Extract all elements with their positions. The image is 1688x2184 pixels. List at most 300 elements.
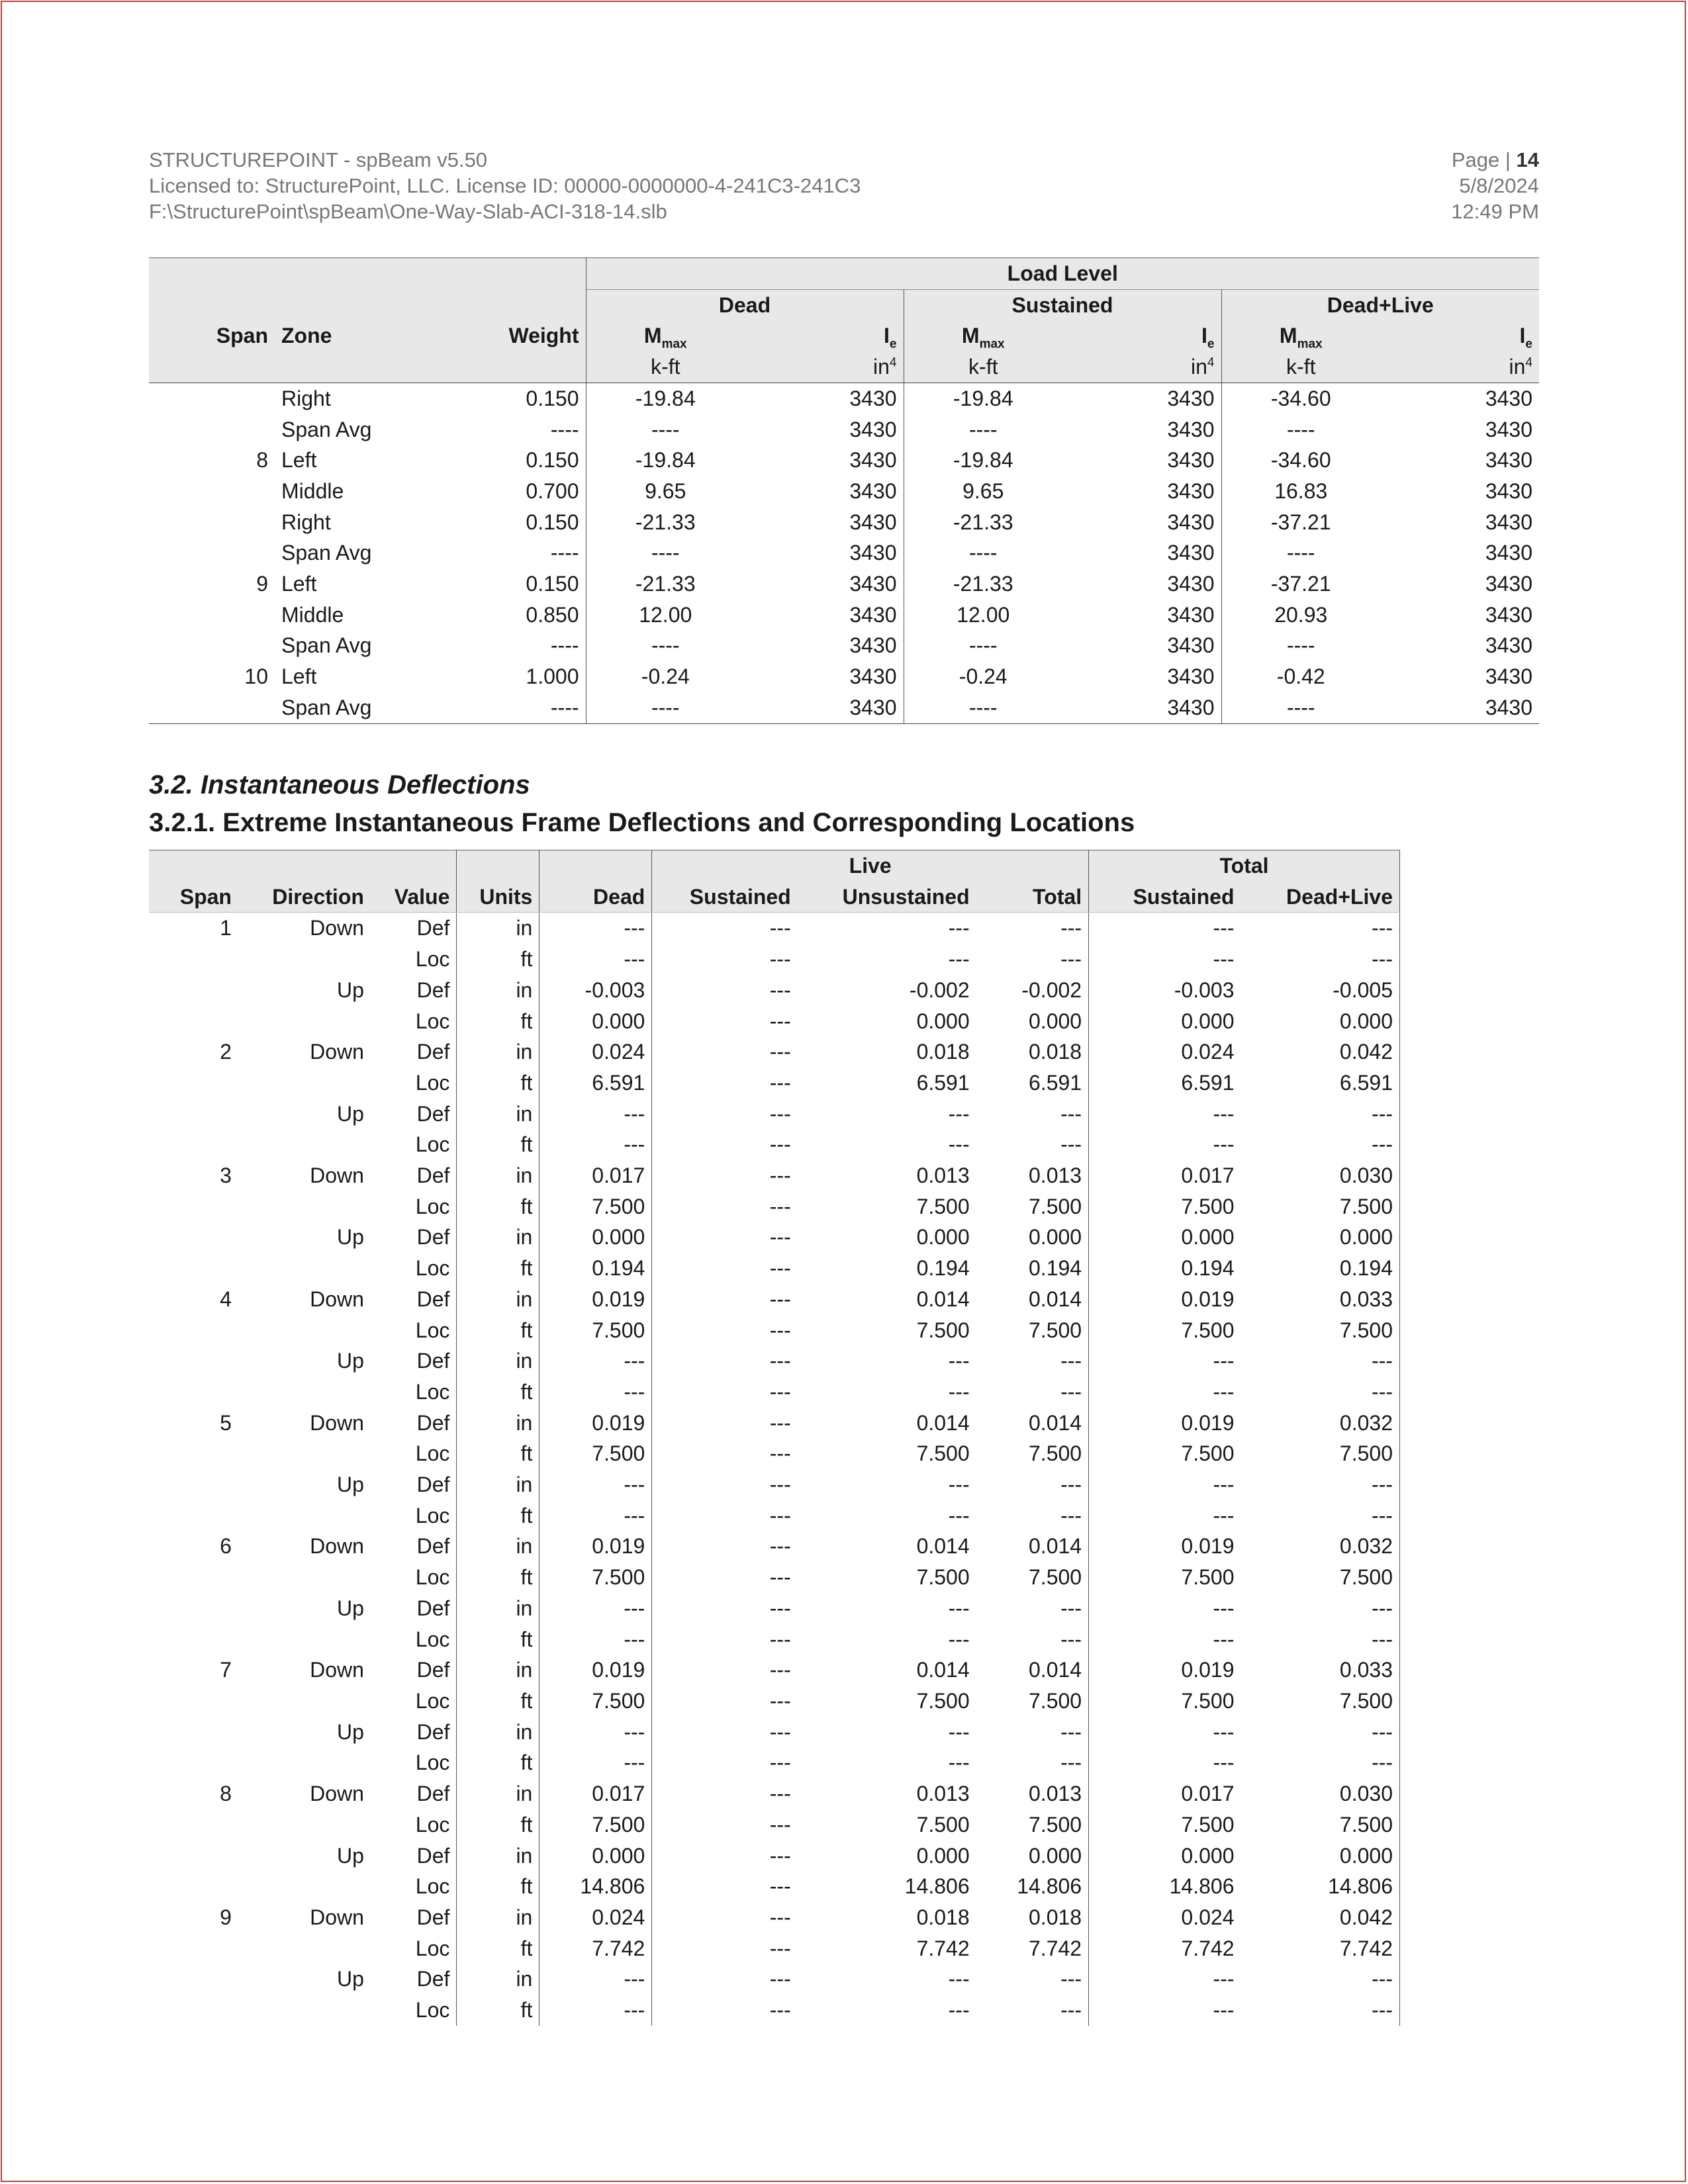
table-cell <box>149 1315 238 1346</box>
table-cell: --- <box>769 1812 791 1837</box>
table-cell <box>238 1562 371 1593</box>
table-cell: --- <box>769 1441 791 1466</box>
table-cell: --- <box>539 1995 652 2026</box>
table-cell: 3430 <box>745 383 904 414</box>
table-cell: 0.018 <box>916 1040 970 1064</box>
table-cell: 6.591 <box>1241 1068 1400 1099</box>
table-cell: 0.000 <box>916 1009 970 1033</box>
moment-inertia-table <box>149 257 1539 724</box>
table-cell: 3430 <box>1062 661 1221 692</box>
table-cell: 0.000 <box>1181 1843 1235 1868</box>
table-cell: 0.000 <box>1181 1225 1235 1250</box>
table-cell: 14.806 <box>1169 1874 1235 1899</box>
table-cell: Loc <box>371 1995 457 2026</box>
table-cell: --- <box>948 1503 970 1527</box>
table-cell <box>149 1747 238 1778</box>
table-cell: 0.014 <box>916 1658 970 1682</box>
table-cell: Def <box>371 1222 457 1253</box>
table-cell: ---- <box>420 537 586 569</box>
table-row <box>149 1222 1400 1253</box>
table-cell <box>149 1717 238 1748</box>
table-cell: 14.806 <box>1241 1871 1400 1902</box>
table-cell: Loc <box>371 1191 457 1222</box>
table-cell: 16.83 <box>1274 478 1328 503</box>
dead-group-header: Dead <box>586 289 904 320</box>
table-cell: 0.014 <box>976 1655 1089 1686</box>
table-cell: 0.000 <box>916 1843 970 1868</box>
table-cell <box>149 1964 238 1995</box>
table-cell: 0.019 <box>539 1284 652 1315</box>
table-cell: 7.500 <box>976 1315 1089 1346</box>
table-cell <box>149 975 238 1006</box>
table-row <box>149 1469 1400 1500</box>
table-cell: --- <box>769 1905 791 1929</box>
total-sustained-header: Sustained <box>1089 882 1241 913</box>
table-row <box>149 1006 1400 1037</box>
table-cell: --- <box>1241 1099 1400 1130</box>
span-header: Span <box>149 882 238 913</box>
table-cell: --- <box>769 1410 791 1435</box>
table-cell: 3430 <box>1062 445 1221 476</box>
table-row <box>149 692 1539 723</box>
table-cell: 3430 <box>745 630 904 661</box>
table-cell <box>238 1253 371 1284</box>
table-cell: --- <box>769 1843 791 1868</box>
table-cell <box>149 1129 238 1160</box>
table-cell: -0.002 <box>909 978 970 1002</box>
table-row <box>149 1438 1400 1469</box>
table-cell: Left <box>281 448 317 473</box>
table-cell: 3430 <box>1485 386 1532 410</box>
table-cell: --- <box>769 947 791 972</box>
table-cell: 6.591 <box>1181 1070 1235 1095</box>
table-cell: 0.000 <box>1241 1841 1400 1872</box>
table-cell: in <box>457 975 539 1006</box>
table-cell: 9 <box>220 1905 232 1929</box>
table-cell: Def <box>371 1160 457 1191</box>
document-header <box>149 147 861 224</box>
table-cell: 0.014 <box>976 1408 1089 1439</box>
unit-kft: k-ft <box>586 351 745 383</box>
table-cell: 0.019 <box>539 1408 652 1439</box>
app-name: STRUCTUREPOINT - spBeam v5.50 <box>149 148 488 171</box>
table-cell: 7.500 <box>1241 1191 1400 1222</box>
table-cell: 0.150 <box>420 569 586 600</box>
table-cell: ft <box>457 1995 539 2026</box>
table-cell: --- <box>769 1379 791 1404</box>
table-cell: --- <box>1241 1345 1400 1377</box>
table-cell <box>149 1871 238 1902</box>
table-cell: Loc <box>371 1562 457 1593</box>
table-row <box>149 1778 1400 1809</box>
table-row <box>149 1717 1400 1748</box>
table-cell: --- <box>976 1593 1089 1624</box>
table-cell: 7 <box>220 1658 232 1682</box>
table-cell: 3430 <box>1380 692 1539 723</box>
table-cell: Loc <box>371 1871 457 1902</box>
table-cell <box>238 1809 371 1841</box>
table-cell: 0.018 <box>916 1905 970 1929</box>
table-cell: ---- <box>904 692 1062 723</box>
table-row <box>149 661 1539 692</box>
table-cell: 7.500 <box>916 1812 970 1837</box>
table-cell: 0.150 <box>420 445 586 476</box>
table-cell: --- <box>976 1377 1089 1408</box>
table-row <box>149 1593 1400 1624</box>
table-row <box>149 1562 1400 1593</box>
table-cell: Loc <box>371 1438 457 1469</box>
table-cell: --- <box>769 1936 791 1960</box>
table-cell: Up <box>337 1349 364 1373</box>
table-cell: 7.500 <box>976 1809 1089 1841</box>
table-cell: Def <box>371 1345 457 1377</box>
table-cell: --- <box>976 1469 1089 1500</box>
table-cell <box>149 1006 238 1037</box>
table-cell: 0.194 <box>539 1253 652 1284</box>
table-cell: --- <box>769 1349 791 1373</box>
table-cell: ---- <box>1221 692 1380 723</box>
table-cell: --- <box>769 1287 791 1311</box>
table-cell: -0.42 <box>1276 664 1325 689</box>
table-cell: 3430 <box>1485 602 1532 627</box>
table-cell: -34.60 <box>1270 448 1331 473</box>
table-cell: 0.014 <box>916 1287 970 1311</box>
table-cell: --- <box>1241 1964 1400 1995</box>
table-row <box>149 1408 1400 1439</box>
table-cell: 0.700 <box>420 476 586 507</box>
table-cell: 0.150 <box>420 507 586 538</box>
table-row <box>149 1809 1400 1841</box>
table-cell: 0.024 <box>539 1902 652 1933</box>
table-cell: 0.000 <box>1241 1222 1400 1253</box>
table-cell: ---- <box>420 630 586 661</box>
table-cell: --- <box>1213 916 1235 940</box>
table-cell: -37.21 <box>1270 572 1331 596</box>
table-cell: 3430 <box>1485 633 1532 658</box>
table-cell: --- <box>976 1624 1089 1655</box>
table-cell: 0.030 <box>1241 1160 1400 1191</box>
table-cell <box>149 600 275 631</box>
table-cell: --- <box>769 1318 791 1342</box>
table-cell: ---- <box>968 541 998 565</box>
table-cell: --- <box>769 1473 791 1497</box>
sustained-group-header: Sustained <box>904 289 1221 320</box>
table-cell: Down <box>310 1782 364 1806</box>
table-cell: Loc <box>371 1377 457 1408</box>
table-cell: -19.84 <box>953 386 1013 410</box>
table-row <box>149 1747 1400 1778</box>
table-cell: in <box>457 1902 539 1933</box>
table-cell: Middle <box>281 602 344 627</box>
table-cell: --- <box>1241 944 1400 975</box>
table-cell: Loc <box>371 1933 457 1964</box>
span-header: Span <box>149 320 275 351</box>
table-cell: --- <box>1213 1349 1235 1373</box>
table-cell: --- <box>769 1688 791 1713</box>
page-label: Page | <box>1451 148 1511 171</box>
table-cell: Span Avg <box>281 541 372 565</box>
table-cell: ---- <box>1286 541 1315 565</box>
table-cell: --- <box>769 1534 791 1559</box>
table-cell <box>149 1841 238 1872</box>
table-cell: 7.500 <box>976 1562 1089 1593</box>
print-time: 12:49 PM <box>1451 200 1539 223</box>
table-cell: ---- <box>420 692 586 723</box>
table-cell: in <box>457 1655 539 1686</box>
table-cell: 7.500 <box>916 1441 970 1466</box>
mmax-header: $M_{max}$ <box>586 320 745 351</box>
table-cell: --- <box>1241 1624 1400 1655</box>
table-cell: ---- <box>968 417 998 441</box>
table-cell: --- <box>539 913 652 944</box>
table-cell <box>238 1624 371 1655</box>
table-cell: -0.003 <box>539 975 652 1006</box>
table-cell: 9.65 <box>962 478 1004 503</box>
table-row <box>149 1624 1400 1655</box>
table-cell <box>149 1500 238 1531</box>
dead-live-group-header: Dead+Live <box>1221 289 1539 320</box>
table-cell <box>149 1099 238 1130</box>
table-cell: ft <box>457 1871 539 1902</box>
table-cell: --- <box>769 978 791 1002</box>
table-cell: ft <box>457 1747 539 1778</box>
table-row <box>149 414 1539 445</box>
table-row <box>149 537 1539 569</box>
table-cell <box>149 1438 238 1469</box>
table-cell: --- <box>769 1874 791 1899</box>
table-cell: --- <box>948 916 970 940</box>
table-cell: 6.591 <box>916 1070 970 1095</box>
table-cell: 7.500 <box>1241 1686 1400 1717</box>
table-cell: 0.019 <box>1181 1658 1235 1682</box>
table-cell: --- <box>1213 1719 1235 1744</box>
table-cell: 0.013 <box>916 1163 970 1188</box>
table-cell: --- <box>769 1225 791 1250</box>
table-cell: 3430 <box>1485 541 1532 565</box>
table-cell: 0.017 <box>1181 1782 1235 1806</box>
table-cell: --- <box>769 1782 791 1806</box>
table-cell <box>149 507 275 538</box>
table-cell: --- <box>976 1500 1089 1531</box>
table-row <box>149 1099 1400 1130</box>
table-cell: 0.850 <box>420 600 586 631</box>
table-cell: ft <box>457 1624 539 1655</box>
table-cell: Up <box>337 1843 364 1868</box>
table-row <box>149 1995 1400 2026</box>
table-cell: in <box>457 1222 539 1253</box>
table-cell: --- <box>976 1345 1089 1377</box>
table-cell <box>149 1809 238 1841</box>
table-cell: --- <box>769 1009 791 1033</box>
table-cell <box>238 1438 371 1469</box>
table-cell: 0.000 <box>916 1225 970 1250</box>
table-cell: --- <box>976 1747 1089 1778</box>
table-cell: Up <box>337 1101 364 1126</box>
table-cell: 3430 <box>1062 692 1221 723</box>
table-cell: --- <box>948 1473 970 1497</box>
ie-header: $I_e$ <box>745 320 904 351</box>
table-cell <box>238 1129 371 1160</box>
table-cell: 0.018 <box>976 1902 1089 1933</box>
deflection-table <box>149 850 1400 2026</box>
table-cell: 8 <box>220 1782 232 1806</box>
table-row <box>149 1655 1400 1686</box>
table-cell: 3430 <box>745 537 904 569</box>
table-cell: --- <box>1213 1998 1235 2023</box>
table-cell: ft <box>457 1377 539 1408</box>
table-cell: --- <box>948 1998 970 2023</box>
table-cell: Def <box>371 1655 457 1686</box>
table-cell: 6.591 <box>539 1068 652 1099</box>
table-row <box>149 975 1400 1006</box>
table-cell: 14.806 <box>904 1874 970 1899</box>
table-cell: 7.500 <box>916 1688 970 1713</box>
table-cell: 0.024 <box>1181 1905 1235 1929</box>
table-cell: Middle <box>281 478 344 503</box>
table-cell: --- <box>539 1469 652 1500</box>
table-cell: Down <box>310 1040 364 1064</box>
table-row <box>149 944 1400 975</box>
table-cell: Left <box>281 572 317 596</box>
table-cell: Def <box>371 975 457 1006</box>
table-cell: -34.60 <box>1270 386 1331 410</box>
table-row <box>149 1686 1400 1717</box>
table-cell: in <box>457 1099 539 1130</box>
table-cell: Down <box>310 1534 364 1559</box>
table-cell: -0.005 <box>1241 975 1400 1006</box>
table-cell: --- <box>1213 1132 1235 1157</box>
table-cell: Loc <box>371 1747 457 1778</box>
table-cell: 7.742 <box>916 1936 970 1960</box>
table-cell: --- <box>1213 1751 1235 1775</box>
table-cell: 0.014 <box>976 1284 1089 1315</box>
table-cell: 4 <box>220 1287 232 1311</box>
zone-header: Zone <box>275 320 420 351</box>
table-cell: --- <box>769 1040 791 1064</box>
table-cell: 0.042 <box>1241 1902 1400 1933</box>
table-cell: Def <box>371 1902 457 1933</box>
table-cell: in <box>457 1345 539 1377</box>
table-cell: Down <box>310 1658 364 1682</box>
live-unsustained-header: Unsustained <box>798 882 976 913</box>
table-cell <box>149 1377 238 1408</box>
table-row <box>149 1531 1400 1562</box>
table-cell <box>149 537 275 569</box>
table-cell: --- <box>1213 947 1235 972</box>
table-cell: 3430 <box>1485 572 1532 596</box>
table-cell: 7.500 <box>1241 1315 1400 1346</box>
table-cell: ft <box>457 1500 539 1531</box>
table-cell: Down <box>310 1163 364 1188</box>
table-cell: Loc <box>371 1809 457 1841</box>
table-cell: 7.742 <box>1181 1936 1235 1960</box>
ie-header: $I_e$ <box>1380 320 1539 351</box>
table-cell: ---- <box>651 633 680 658</box>
table-cell: 3430 <box>1485 510 1532 534</box>
table-cell: ft <box>457 1006 539 1037</box>
table-cell: 7.500 <box>1181 1565 1235 1590</box>
table-cell <box>149 1686 238 1717</box>
value-header: Value <box>371 882 457 913</box>
table-cell: Def <box>371 1841 457 1872</box>
table-cell: --- <box>769 1658 791 1682</box>
table-cell: 0.000 <box>1181 1009 1235 1033</box>
table-cell: 0.000 <box>539 1006 652 1037</box>
live-sustained-header: Sustained <box>652 882 798 913</box>
table-cell: --- <box>769 1163 791 1188</box>
table-row <box>149 1068 1400 1099</box>
table-cell <box>149 1562 238 1593</box>
table-cell: 14.806 <box>976 1871 1089 1902</box>
table-cell: 7.500 <box>916 1194 970 1218</box>
live-group-header: Live <box>652 850 1089 882</box>
table-cell <box>149 944 238 975</box>
table-cell: 7.500 <box>539 1562 652 1593</box>
table-cell: Def <box>371 1531 457 1562</box>
table-cell: 0.000 <box>539 1222 652 1253</box>
table-cell: in <box>457 1531 539 1562</box>
table-row <box>149 569 1539 600</box>
table-cell: -21.33 <box>953 510 1013 534</box>
table-cell: --- <box>1241 1469 1400 1500</box>
table-cell <box>238 1377 371 1408</box>
table-cell: --- <box>948 1101 970 1126</box>
direction-header: Direction <box>238 882 371 913</box>
dead-header: Dead <box>539 882 652 913</box>
table-cell: ---- <box>651 541 680 565</box>
table-cell: Loc <box>371 1624 457 1655</box>
table-cell: 0.042 <box>1241 1036 1400 1068</box>
table-cell: --- <box>1213 1503 1235 1527</box>
table-cell: --- <box>976 1717 1089 1748</box>
table-cell: --- <box>539 1964 652 1995</box>
table-cell: --- <box>948 1627 970 1651</box>
table-cell: -19.84 <box>953 448 1013 473</box>
table-cell: 0.000 <box>976 1222 1089 1253</box>
table-cell: --- <box>769 1101 791 1126</box>
table-cell <box>149 1469 238 1500</box>
table-row <box>149 383 1539 414</box>
table-cell: 12.00 <box>639 602 692 627</box>
table-cell: --- <box>769 1132 791 1157</box>
table-cell: Def <box>371 1469 457 1500</box>
table-cell <box>238 1006 371 1037</box>
table-cell: 0.014 <box>916 1534 970 1559</box>
table-cell: --- <box>948 1719 970 1744</box>
table-cell <box>238 1686 371 1717</box>
table-cell: in <box>457 1469 539 1500</box>
table-cell: -21.33 <box>635 510 696 534</box>
table-row <box>149 1933 1400 1964</box>
table-cell: --- <box>976 1995 1089 2026</box>
table-cell <box>149 1068 238 1099</box>
table-cell: 7.500 <box>1181 1318 1235 1342</box>
table-cell: Loc <box>371 1500 457 1531</box>
table-cell: -0.24 <box>959 664 1008 689</box>
table-cell: Down <box>310 1287 364 1311</box>
table-cell: 3430 <box>745 692 904 723</box>
table-cell <box>238 944 371 975</box>
table-cell: 7.500 <box>1241 1809 1400 1841</box>
table-cell: --- <box>976 1964 1089 1995</box>
table-cell: 3430 <box>1062 537 1221 569</box>
table-cell <box>149 1933 238 1964</box>
table-cell: -21.33 <box>635 572 696 596</box>
table-row <box>149 630 1539 661</box>
table-cell: -0.003 <box>1174 978 1235 1002</box>
table-cell: 3430 <box>1062 383 1221 414</box>
table-cell: Up <box>337 1225 364 1250</box>
